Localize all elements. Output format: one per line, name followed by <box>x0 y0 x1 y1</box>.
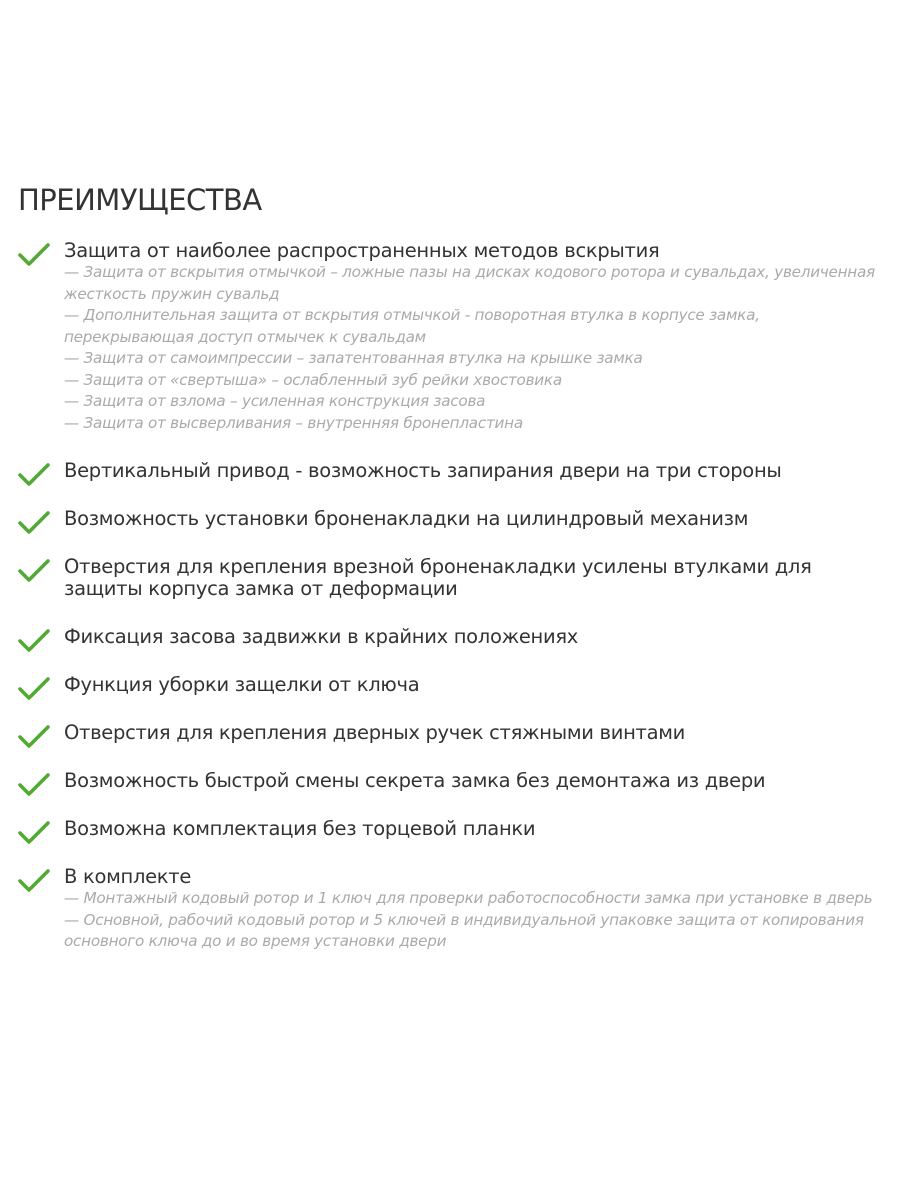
advantage-text: Защита от наиболее распространенных методов вскрытия <box>64 239 660 262</box>
advantage-text: Отверстия для крепления дверных ручек стяжными винтами <box>64 721 686 744</box>
checkmark-icon <box>18 868 50 894</box>
advantage-text: Возможность быстрой смены секрета замка без демонтажа из двери <box>64 769 766 792</box>
advantage-item <box>18 460 893 482</box>
detail-line: — Защита от вскрытия отмычкой – ложные пазы на дисках кодового ротора и сувальдах, увеличенная жесткость пружин сувальд <box>64 263 875 303</box>
checkmark-icon <box>18 724 50 750</box>
advantage-text: Вертикальный привод - возможность запирания двери на три стороны <box>64 459 782 482</box>
checkmark-icon <box>18 242 50 268</box>
checkmark-icon <box>18 510 50 536</box>
advantage-text: Фиксация засова задвижки в крайних положениях <box>64 625 579 648</box>
advantage-item <box>18 866 893 953</box>
checkmark-icon <box>18 558 50 584</box>
checkmark-icon <box>18 462 50 488</box>
detail-list <box>64 262 893 434</box>
detail-line: — Основной, рабочий кодовый ротор и 5 ключей в индивидуальной упаковке защита от копирования основного ключа до и во время установки двери <box>64 910 864 950</box>
advantage-item <box>18 818 893 840</box>
advantage-list <box>18 240 893 979</box>
advantage-text: Возможность установки броненакладки на цилиндровый механизм <box>64 507 749 530</box>
advantage-item <box>18 722 893 744</box>
detail-line: — Защита от самоимпрессии – запатентованная втулка на крышке замка <box>64 349 643 367</box>
detail-line: — Защита от взлома – усиленная конструкция засова <box>64 392 486 410</box>
detail-line: — Защита от высверливания – внутренняя бронепластина <box>64 413 523 432</box>
advantage-item <box>18 626 893 648</box>
checkmark-icon <box>18 820 50 846</box>
detail-line: — Монтажный кодовый ротор и 1 ключ для проверки работоспособности замка при установке в дверь <box>64 889 873 907</box>
advantage-item <box>18 556 893 600</box>
advantage-text: Функция уборки защелки от ключа <box>64 673 420 696</box>
advantage-item <box>18 674 893 696</box>
page-title: ПРЕИМУЩЕСТВА <box>18 183 262 217</box>
advantage-text: Возможна комплектация без торцевой планки <box>64 817 536 840</box>
checkmark-icon <box>18 628 50 654</box>
checkmark-icon <box>18 772 50 798</box>
detail-line: — Защита от «свертыша» – ослабленный зуб рейки хвостовика <box>64 370 562 389</box>
detail-line: — Дополнительная защита от вскрытия отмычкой - поворотная втулка в корпусе замка, перекрывающая доступ отмычек к сувальдам <box>64 306 760 346</box>
checkmark-icon <box>18 676 50 702</box>
detail-list <box>64 888 893 953</box>
advantage-item <box>18 508 893 530</box>
advantage-item <box>18 240 893 434</box>
advantage-text: В комплекте <box>64 865 192 888</box>
advantage-item <box>18 770 893 792</box>
advantage-text: Отверстия для крепления врезной броненакладки усилены втулками для защиты корпуса замка от деформации <box>64 555 812 600</box>
